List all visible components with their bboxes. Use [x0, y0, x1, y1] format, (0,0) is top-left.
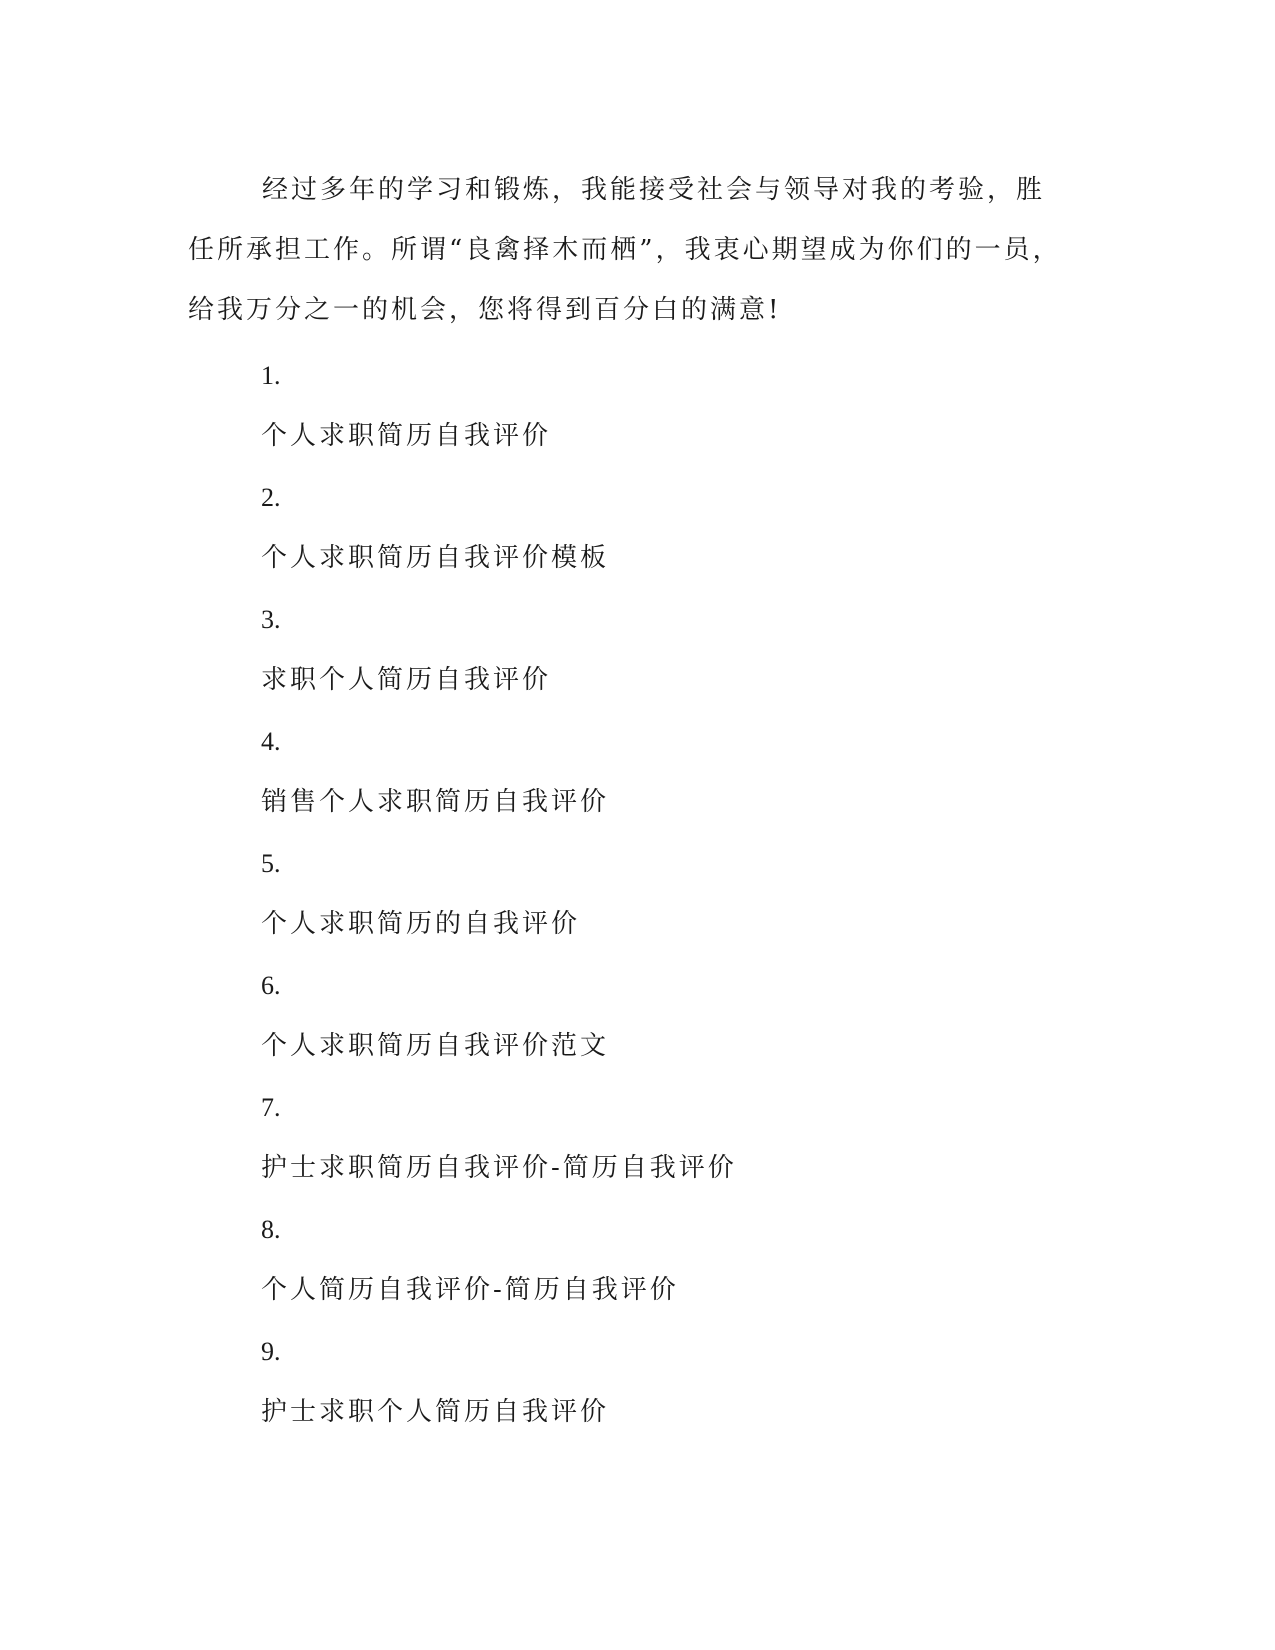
item-number: 2. [261, 483, 281, 512]
item-title: 个人求职简历自我评价模板 [261, 543, 610, 573]
item-title: 护士求职个人简历自我评价 [261, 1397, 610, 1427]
item-title: 护士求职简历自我评价-简历自我评价 [261, 1153, 737, 1183]
list-item [261, 1321, 737, 1443]
item-title: 个人求职简历的自我评价 [261, 909, 581, 939]
item-number: 6. [261, 971, 281, 1000]
list-item [261, 1199, 737, 1321]
item-number: 9. [261, 1337, 281, 1366]
list-item [261, 1077, 737, 1199]
intro-paragraph: 经过多年的学习和锻炼，我能接受社会与领导对我的考验，胜任所承担工作。所谓“良禽择木而栖”，我衷心期望成为你们的一员，给我万分之一的机会，您将得到百分白的满意! [188, 175, 1062, 325]
item-number: 8. [261, 1215, 281, 1244]
item-number: 3. [261, 605, 281, 634]
list-item [261, 711, 737, 833]
item-title: 销售个人求职简历自我评价 [261, 787, 610, 817]
item-number: 5. [261, 849, 281, 878]
item-title: 个人求职简历自我评价范文 [261, 1031, 610, 1061]
list-item [261, 833, 737, 955]
item-title: 个人简历自我评价-简历自我评价 [261, 1275, 679, 1305]
related-articles-list [261, 345, 737, 1443]
item-title: 求职个人简历自我评价 [261, 665, 552, 695]
item-title: 个人求职简历自我评价 [261, 421, 552, 451]
list-item [261, 955, 737, 1077]
item-number: 7. [261, 1093, 281, 1122]
list-item [261, 589, 737, 711]
list-item [261, 467, 737, 589]
item-number: 1. [261, 361, 281, 390]
item-number: 4. [261, 727, 281, 756]
list-item [261, 345, 737, 467]
